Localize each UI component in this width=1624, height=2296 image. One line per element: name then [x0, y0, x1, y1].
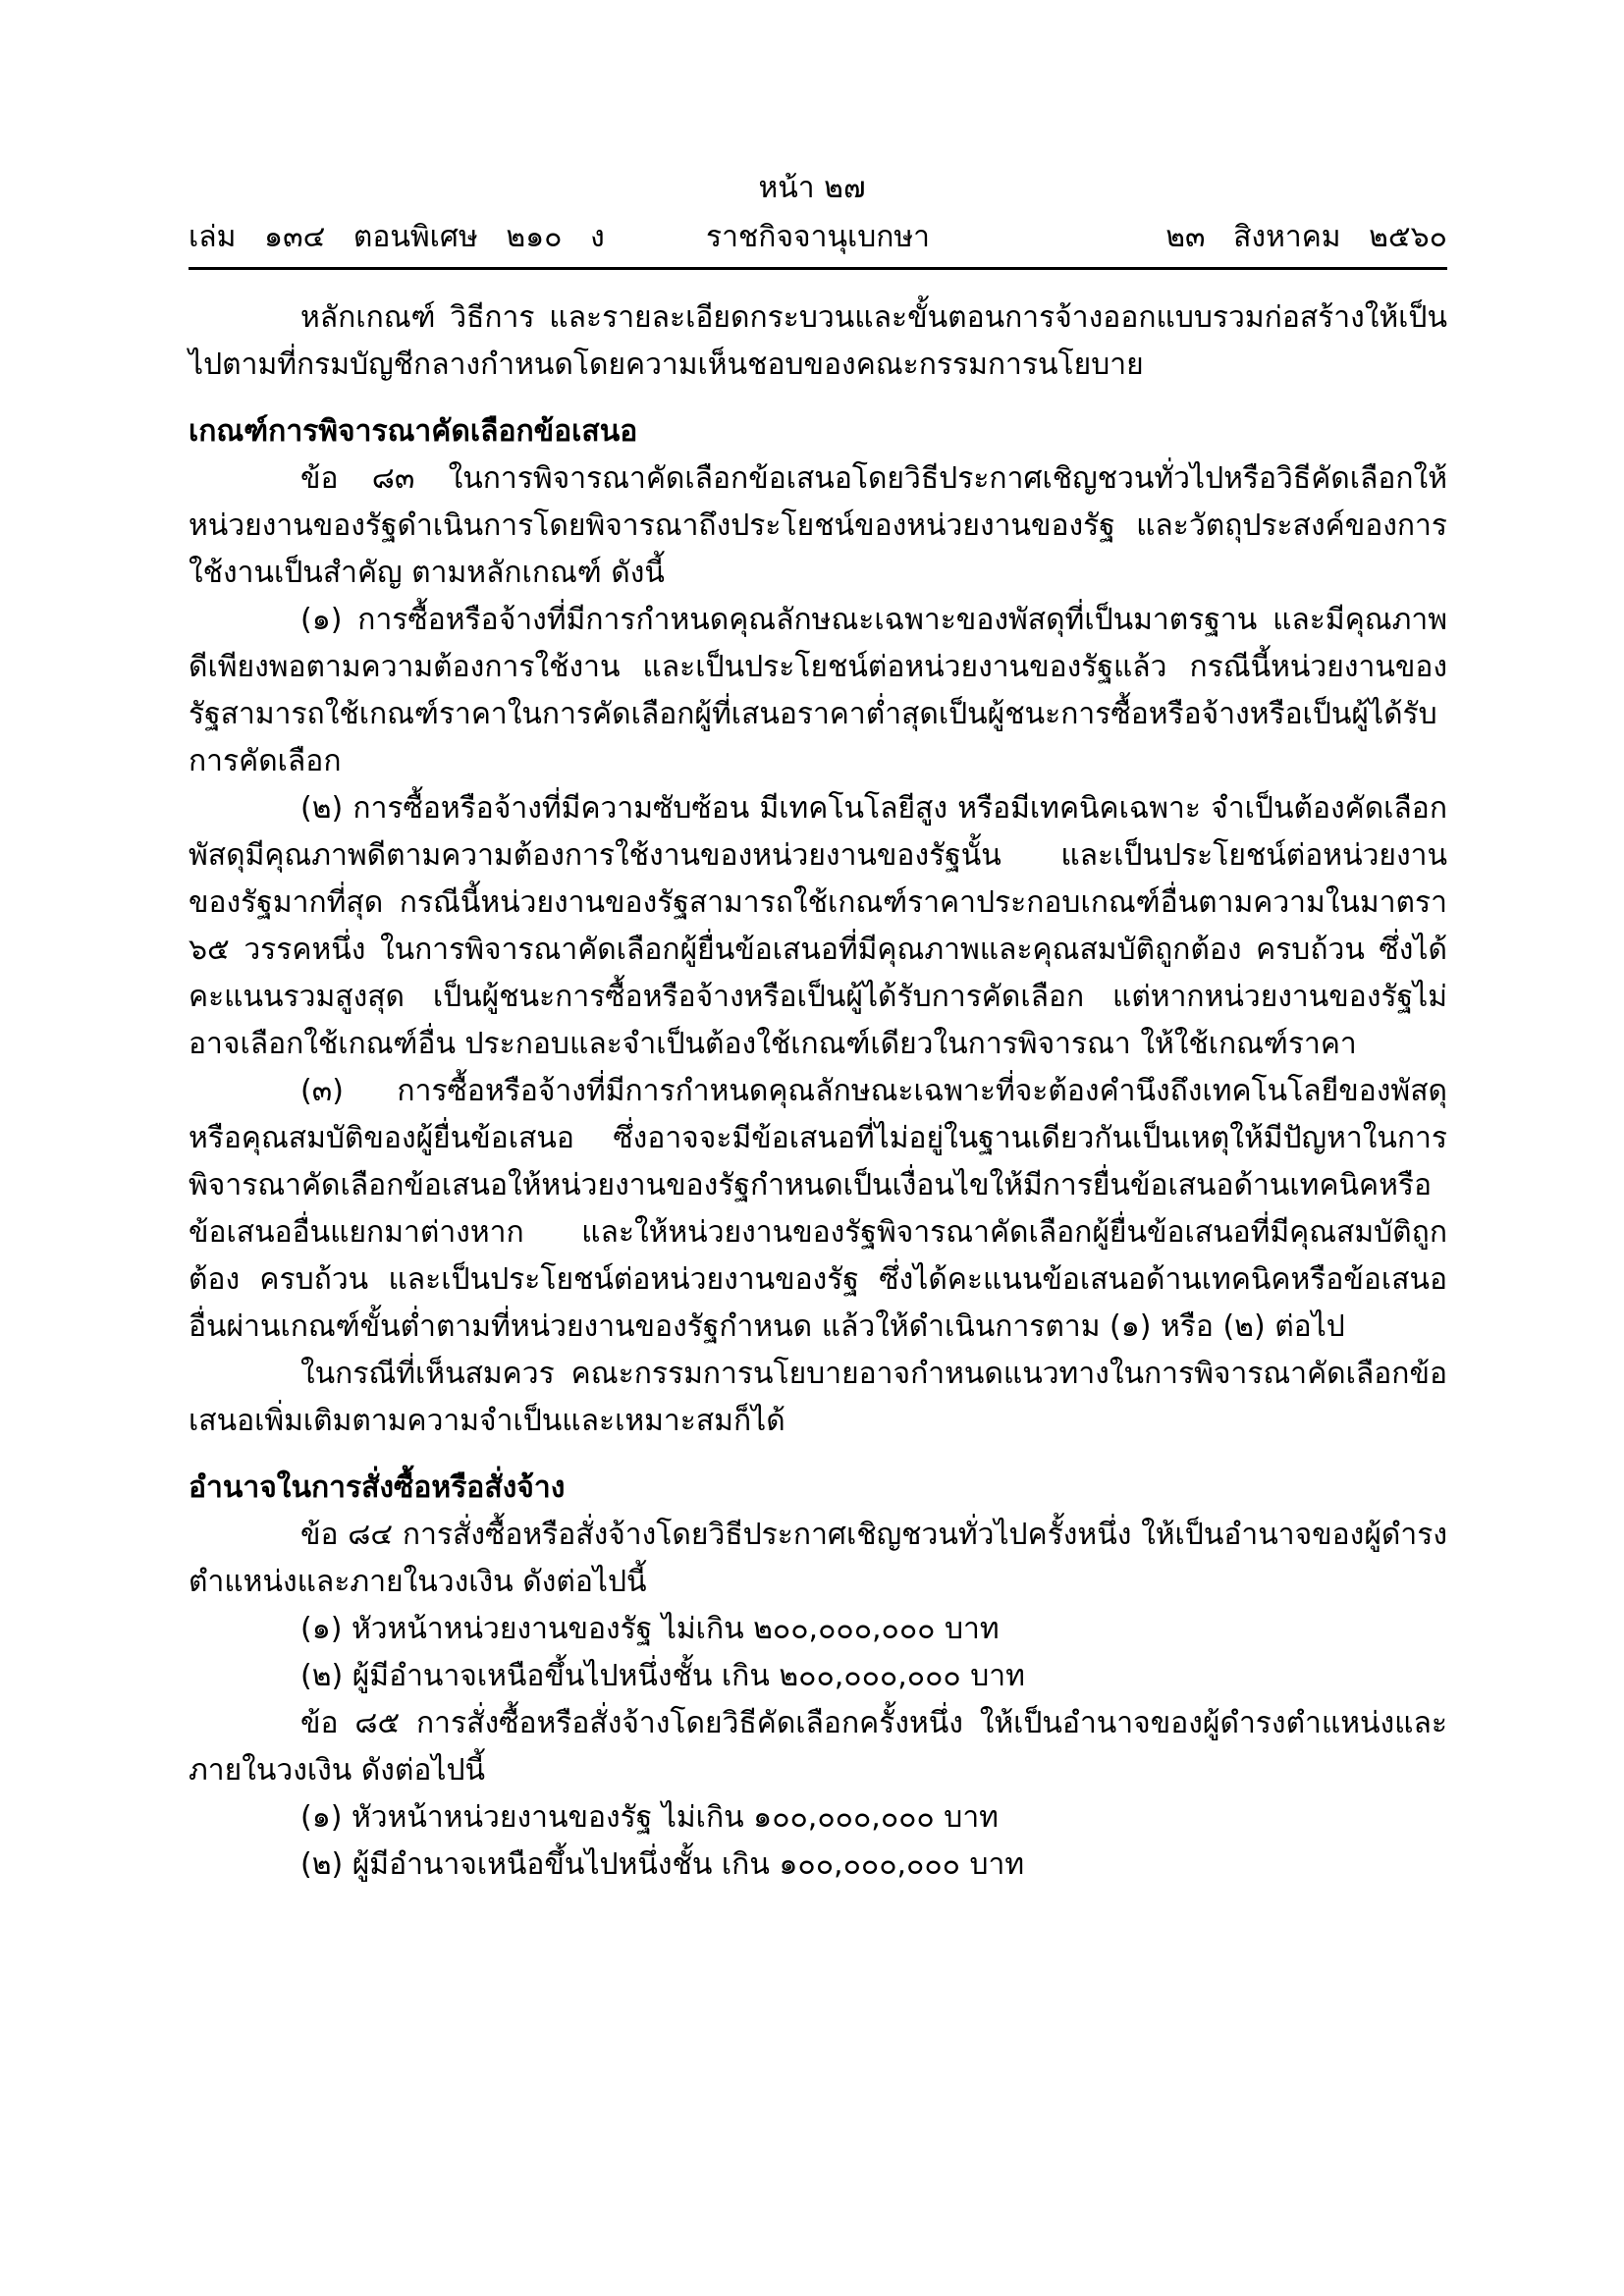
page-number: หน้า ๒๗ [758, 171, 866, 205]
gazette-title: ราชกิจจานุเบกษา [705, 220, 931, 254]
publication-date: ๒๓ สิงหาคม ๒๕๖๐ [1165, 220, 1447, 254]
clause-84-item-1: (๑) หัวหน้าหน่วยงานของรัฐ ไม่เกิน ๒๐๐,๐๐๐,๐๐๐ บาท [300, 1612, 1000, 1646]
section-heading: อำนาจในการสั่งซื้อหรือสั่งจ้าง [189, 1470, 566, 1505]
clause-83-item-1: (๑) การซื้อหรือจ้างที่มีการกำหนดคุณลักษณะเฉพาะของพัสดุที่เป็นมาตรฐาน และมีคุณภาพดีเพียงพอตามความต้องการใช้งาน และเป็นประโยชน์ต่อหน่วยงานของรัฐแล้ว กรณีนี้หน่วยงานของรัฐสามารถใช้เกณฑ์ราคาในการคัดเลือกผู้ที่เสนอราคาต่ำสุดเป็นผู้ชนะการซื้อหรือจ้างหรือเป็นผู้ได้รับการคัดเลือก [189, 603, 1447, 778]
document-body [189, 294, 1447, 1889]
paragraph: หลักเกณฑ์ วิธีการ และรายละเอียดกระบวนและขั้นตอนการจ้างออกแบบรวมก่อสร้างให้เป็นไปตามที่กรมบัญชีกลางกำหนดโดยความเห็นชอบของคณะกรรมการนโยบาย [189, 300, 1447, 382]
clause-84: ข้อ ๘๔ การสั่งซื้อหรือสั่งจ้างโดยวิธีประกาศเชิญชวนทั่วไปครั้งหนึ่ง ให้เป็นอำนาจของผู้ดำรงตำแหน่งและภายในวงเงิน ดังต่อไปนี้ [189, 1518, 1447, 1599]
paragraph: ในกรณีที่เห็นสมควร คณะกรรมการนโยบายอาจกำหนดแนวทางในการพิจารณาคัดเลือกข้อเสนอเพิ่มเติมตามความจำเป็นและเหมาะสมก็ได้ [189, 1357, 1447, 1438]
clause-83-item-3: (๓) การซื้อหรือจ้างที่มีการกำหนดคุณลักษณะเฉพาะที่จะต้องคำนึงถึงเทคโนโลยีของพัสดุหรือคุณสมบัติของผู้ยื่นข้อเสนอ ซึ่งอาจจะมีข้อเสนอที่ไม่อยู่ในฐานเดียวกันเป็นเหตุให้มีปัญหาในการพิจารณาคัดเลือกข้อเสนอให้หน่วยงานของรัฐกำหนดเป็นเงื่อนไขให้มีการยื่นข้อเสนอด้านเทคนิคหรือข้อเสนออื่นแยกมาต่างหาก และให้หน่วยงานของรัฐพิจารณาคัดเลือกผู้ยื่นข้อเสนอที่มีคุณสมบัติถูกต้อง ครบถ้วน และเป็นประโยชน์ต่อหน่วยงานของรัฐ ซึ่งได้คะแนนข้อเสนอด้านเทคนิคหรือข้อเสนออื่นผ่านเกณฑ์ขั้นต่ำตามที่หน่วยงานของรัฐกำหนด แล้วให้ดำเนินการตาม (๑) หรือ (๒) ต่อไป [189, 1074, 1447, 1344]
spacer [189, 389, 1447, 408]
gazette-header [189, 214, 1447, 261]
clause-84-item-2: (๒) ผู้มีอำนาจเหนือขึ้นไปหนึ่งชั้น เกิน ๒๐๐,๐๐๐,๐๐๐ บาท [300, 1659, 1025, 1693]
volume-info: เล่ม ๑๓๔ ตอนพิเศษ ๒๑๐ ง [189, 220, 605, 254]
clause-85-item-2: (๒) ผู้มีอำนาจเหนือขึ้นไปหนึ่งชั้น เกิน ๑๐๐,๐๐๐,๐๐๐ บาท [300, 1847, 1025, 1882]
clause-85: ข้อ ๘๕ การสั่งซื้อหรือสั่งจ้างโดยวิธีคัดเลือกครั้งหนึ่ง ให้เป็นอำนาจของผู้ดำรงตำแหน่งและภายในวงเงิน ดังต่อไปนี้ [189, 1706, 1447, 1788]
clause-83: ข้อ ๘๓ ในการพิจารณาคัดเลือกข้อเสนอโดยวิธีประกาศเชิญชวนทั่วไปหรือวิธีคัดเลือกให้หน่วยงานของรัฐดำเนินการโดยพิจารณาถึงประโยชน์ของหน่วยงานของรัฐ และวัตถุประสงค์ของการใช้งานเป็นสำคัญ ตามหลักเกณฑ์ ดังนี้ [189, 461, 1447, 590]
section-heading: เกณฑ์การพิจารณาคัดเลือกข้อเสนอ [189, 414, 638, 449]
clause-83-item-2: (๒) การซื้อหรือจ้างที่มีความซับซ้อน มีเทคโนโลยีสูง หรือมีเทคนิคเฉพาะ จำเป็นต้องคัดเลือกพัสดุมีคุณภาพดีตามความต้องการใช้งานของหน่วยงานของรัฐนั้น และเป็นประโยชน์ต่อหน่วยงานของรัฐมากที่สุด กรณีนี้หน่วยงานของรัฐสามารถใช้เกณฑ์ราคาประกอบเกณฑ์อื่นตามความในมาตรา ๖๕ วรรคหนึ่ง ในการพิจารณาคัดเลือกผู้ยื่นข้อเสนอที่มีคุณภาพและคุณสมบัติถูกต้อง ครบถ้วน ซึ่งได้คะแนนรวมสูงสุด เป็นผู้ชนะการซื้อหรือจ้างหรือเป็นผู้ได้รับการคัดเลือก แต่หากหน่วยงานของรัฐไม่อาจเลือกใช้เกณฑ์อื่น ประกอบและจำเป็นต้องใช้เกณฑ์เดียวในการพิจารณา ให้ใช้เกณฑ์ราคา [189, 791, 1447, 1061]
clause-85-item-1: (๑) หัวหน้าหน่วยงานของรัฐ ไม่เกิน ๑๐๐,๐๐๐,๐๐๐ บาท [300, 1800, 999, 1835]
header-divider [189, 267, 1447, 270]
spacer [189, 1445, 1447, 1465]
